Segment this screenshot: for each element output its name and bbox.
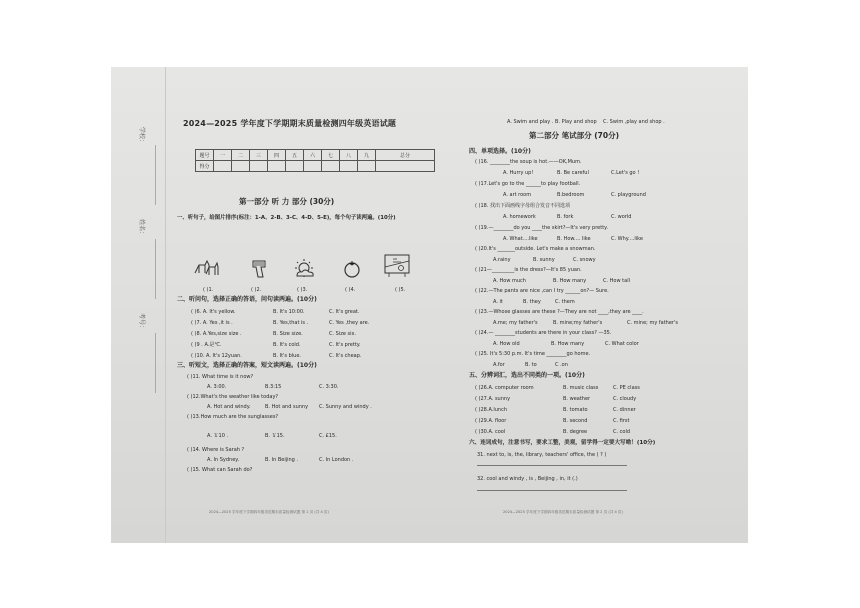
q15-option-c: C. Swim ,play and shop . (603, 119, 665, 125)
q26-option-a: ( )26.A. computer room (475, 385, 534, 391)
exam-number-write-line (155, 333, 156, 393)
q22-option-c: C. them (555, 299, 575, 305)
score-cell (232, 161, 250, 172)
q19-option-a: A. What....like (503, 236, 538, 242)
q7-option-b: B. Yes,that is . (273, 320, 309, 326)
score-col: 二 (232, 150, 250, 161)
section1-instruction: 一、听句子，给图片排序(标注：1-A、2-B、3-C、4-D、5-E)，每个句子读两遍。(10分) (177, 215, 396, 221)
page2-footer: 2024—2025 学年度下学期四年级英语期末质量检测试题 第 2 页 (共 4 页) (503, 510, 623, 514)
q10-option-b: B. It's blue. (273, 353, 302, 359)
q15-text: ( )15. What can Sarah do? (187, 467, 253, 473)
q29-option-a: ( )29.A. floor (475, 418, 507, 424)
q29-option-c: C. first (613, 418, 630, 424)
score-table-score-row (196, 161, 435, 172)
score-col: 六 (304, 150, 322, 161)
q15-option-a: A. Swim and play . (507, 119, 554, 125)
q10-text: ( )10. A. It's 12yuan. (191, 353, 242, 359)
picture-label: ( )2. (251, 287, 262, 293)
q18-text: ( )18. 找出下面画线字母组合发音不同选项 (475, 203, 571, 209)
q19-text: ( )19.—________do you ____the skirt?—It's very pretty. (475, 225, 608, 231)
q13-option-a: A. ￥10 . (207, 433, 229, 439)
q27-option-b: B. weather (563, 396, 591, 402)
q32-answer-line (477, 490, 627, 491)
score-cell (304, 161, 322, 172)
picture-label: ( )4. (345, 287, 356, 293)
q13-option-b: B. ￥15. (265, 433, 285, 439)
q26-option-c: C. PE class (613, 385, 640, 391)
q25-option-c: C .on (555, 362, 568, 368)
q24-option-a: A. How old (493, 341, 520, 347)
score-table-header-row (196, 150, 435, 161)
q23-text: ( )23.—Whose glasses are these ?—They are not ____,they are ____. (475, 309, 644, 315)
q20-option-a: A.rainy (493, 257, 511, 263)
score-col: 五 (286, 150, 304, 161)
q23-option-a: A.me; my father's (493, 320, 538, 326)
q32-text: 32. cool and windy , is , Beijing , in, it (.) (477, 476, 578, 482)
picture-label: ( )3. (297, 287, 308, 293)
q26-option-b: B. music class (563, 385, 599, 391)
q9-option-b: B. It's cold. (273, 342, 301, 348)
exam-number-field-label: 考号： (138, 313, 145, 332)
q16-option-b: B. Be careful (557, 170, 589, 176)
q16-option-a: A. Hurry up! (503, 170, 534, 176)
q14-option-b: B. In Beijing . (265, 457, 299, 463)
score-col: 八 (340, 150, 358, 161)
q28-option-c: C. dinner (613, 407, 636, 413)
q11-option-c: C. 3:30. (319, 384, 339, 390)
q8-option-b: B. Size size. (273, 331, 303, 337)
q18-option-b: B. fork (557, 214, 574, 220)
q9-text: ( )9 . A.是℃. (191, 342, 222, 348)
q28-option-b: B. tomato (563, 407, 588, 413)
q13-option-c: C. £15. (319, 433, 337, 439)
section4-instruction: 四、单项选择。(10分) (469, 148, 531, 155)
q11-option-b: B.3:15 (265, 384, 282, 390)
q19-option-b: B. How.... like (557, 236, 591, 242)
picture-label: ( )1. (203, 287, 214, 293)
q21-option-c: C. How tall (603, 278, 630, 284)
scarf-picture-icon (247, 257, 273, 279)
exam-page-2 (463, 67, 748, 543)
q21-text: ( )21—_________is the dress?—It's 85 yuan. (475, 267, 582, 273)
q27-option-a: ( )27.A. sunny (475, 396, 511, 402)
q11-text: ( )11. What time is it now? (187, 374, 254, 380)
score-table (195, 149, 435, 172)
score-cell (322, 161, 340, 172)
q21-option-b: B. How many (553, 278, 587, 284)
q30-option-c: C. cold (613, 429, 631, 435)
q8-option-c: C. Size six. (329, 331, 357, 337)
q11-option-a: A. 3:00. (207, 384, 227, 390)
q9-option-c: C. It's pretty. (329, 342, 361, 348)
q14-option-a: A. In Sydney. (207, 457, 240, 463)
q25-option-b: B. to (525, 362, 537, 368)
q17-option-a: A. art room (503, 192, 532, 198)
score-cell (250, 161, 268, 172)
q23-option-b: B. mine;my father's (553, 320, 603, 326)
q10-option-c: C. It's cheap. (329, 353, 362, 359)
q24-option-c: C. What color (605, 341, 639, 347)
score-col: 一 (214, 150, 232, 161)
q7-text: ( )7. A. Yes ,it is . (191, 320, 233, 326)
q18-option-c: C. world (611, 214, 632, 220)
q14-option-c: C. In London . (319, 457, 354, 463)
score-col: 四 (268, 150, 286, 161)
q16-option-c: C.Let's go ! (611, 170, 640, 176)
q7-option-c: C. Yes ,they are. (329, 320, 370, 326)
q29-option-b: B. second (563, 418, 588, 424)
q20-option-c: C. snowy (573, 257, 596, 263)
binding-margin (111, 67, 166, 543)
q12-text: ( )12.What's the weather like today? (187, 394, 279, 400)
score-cell (268, 161, 286, 172)
q25-option-a: A.for (493, 362, 505, 368)
name-field-label: 姓名： (138, 219, 145, 238)
score-col-total: 总分 (376, 150, 435, 161)
q17-option-b: B.bedroom (557, 192, 585, 198)
q6-option-b: B. It's 10:00. (273, 309, 305, 315)
q25-text: ( )25. It's 5:30 p.m. It's time ________go home. (475, 351, 591, 357)
q14-text: ( )14. Where is Sarah ? (187, 447, 245, 453)
q30-option-a: ( )30.A. cool (475, 429, 506, 435)
score-cell (286, 161, 304, 172)
part2-title: 第二部分 笔试部分 (70分) (529, 131, 620, 140)
score-row-head: 得分 (196, 161, 214, 172)
score-cell (340, 161, 358, 172)
q12-option-b: B. Hot and sunny (265, 404, 309, 410)
q17-option-c: C. playground (611, 192, 646, 198)
q24-option-b: B. How many (551, 341, 585, 347)
q28-option-a: ( )28.A.lunch (475, 407, 508, 413)
q23-option-c: C. mine; my father's (627, 320, 678, 326)
section2-instruction: 二、听问句，选择正确的答语，问句读两遍。(10分) (177, 296, 317, 303)
classroom-picture-icon (383, 253, 413, 279)
q22-option-b: B. they (523, 299, 541, 305)
q12-option-a: A. Hot and windy. (207, 404, 251, 410)
q15-option-b: B. Play and shop (555, 119, 597, 125)
q18-option-a: A. homework (503, 214, 536, 220)
horses-picture-icon (193, 257, 219, 279)
tomato-picture-icon (339, 257, 365, 279)
q6-text: ( )6. A. It's yellow. (191, 309, 236, 315)
school-field-label: 学校： (138, 127, 145, 146)
q12-option-c: C. Sunny and windy . (319, 404, 372, 410)
q16-text: ( )16. ________the soup is hot.——OK,Mum. (475, 159, 582, 165)
score-col: 九 (358, 150, 376, 161)
section5-instruction: 五、分辨词汇，选出不同类的一项。(10分) (469, 372, 585, 379)
scanned-exam-photo (111, 67, 748, 543)
page1-footer: 2024—2025 学年度下学期四年级英语期末质量检测试题 第 1 页 (共 4 页) (209, 510, 329, 514)
score-table-head: 题号 (196, 150, 214, 161)
q19-option-c: C. Why....like (611, 236, 643, 242)
q8-text: ( )8. A.Yes,size size . (191, 331, 242, 337)
score-cell (376, 161, 435, 172)
exam-page-1 (169, 67, 449, 543)
q22-option-a: A. it (493, 299, 503, 305)
exam-title: 2024—2025 学年度下学期期末质量检测四年级英语试题 (183, 119, 397, 128)
q24-text: ( )24.— ________students are there in your class? —35. (475, 330, 612, 336)
section3-instruction: 三、听短文，选择正确的答案，短文读两遍。(10分) (177, 362, 317, 369)
score-col: 三 (250, 150, 268, 161)
school-write-line (155, 145, 156, 205)
q17-text: ( )17.Let's go to the ______to play football. (475, 181, 581, 187)
q30-option-b: B. degree (563, 429, 588, 435)
cloudy-sun-picture-icon (291, 257, 317, 279)
score-cell (358, 161, 376, 172)
q21-option-a: A. How much (493, 278, 526, 284)
name-write-line (155, 239, 156, 299)
q22-text: ( )22.—The pants are nice ,can I try ______on?— Sure. (475, 288, 609, 294)
q31-text: 31. next to, is, the, library, teachers' office, the ( ? ) (477, 452, 607, 458)
part1-title: 第一部分 听 力 部分 (30分) (239, 197, 335, 206)
q13-text: ( )13.How much are the sunglasses? (187, 414, 279, 420)
score-col: 七 (322, 150, 340, 161)
score-cell (214, 161, 232, 172)
q31-answer-line (477, 465, 627, 466)
q20-text: ( )20.It's _______outside. Let's make a snowman. (475, 246, 596, 252)
q20-option-b: B. sunny (533, 257, 555, 263)
picture-label: ( )5. (395, 287, 406, 293)
q27-option-c: C. cloudy (613, 396, 637, 402)
section6-instruction: 六、连词成句，注意书写，要求工整，美观，留学得一定要大写呦！(10分) (469, 440, 656, 446)
q6-option-c: C. It's great. (329, 309, 360, 315)
